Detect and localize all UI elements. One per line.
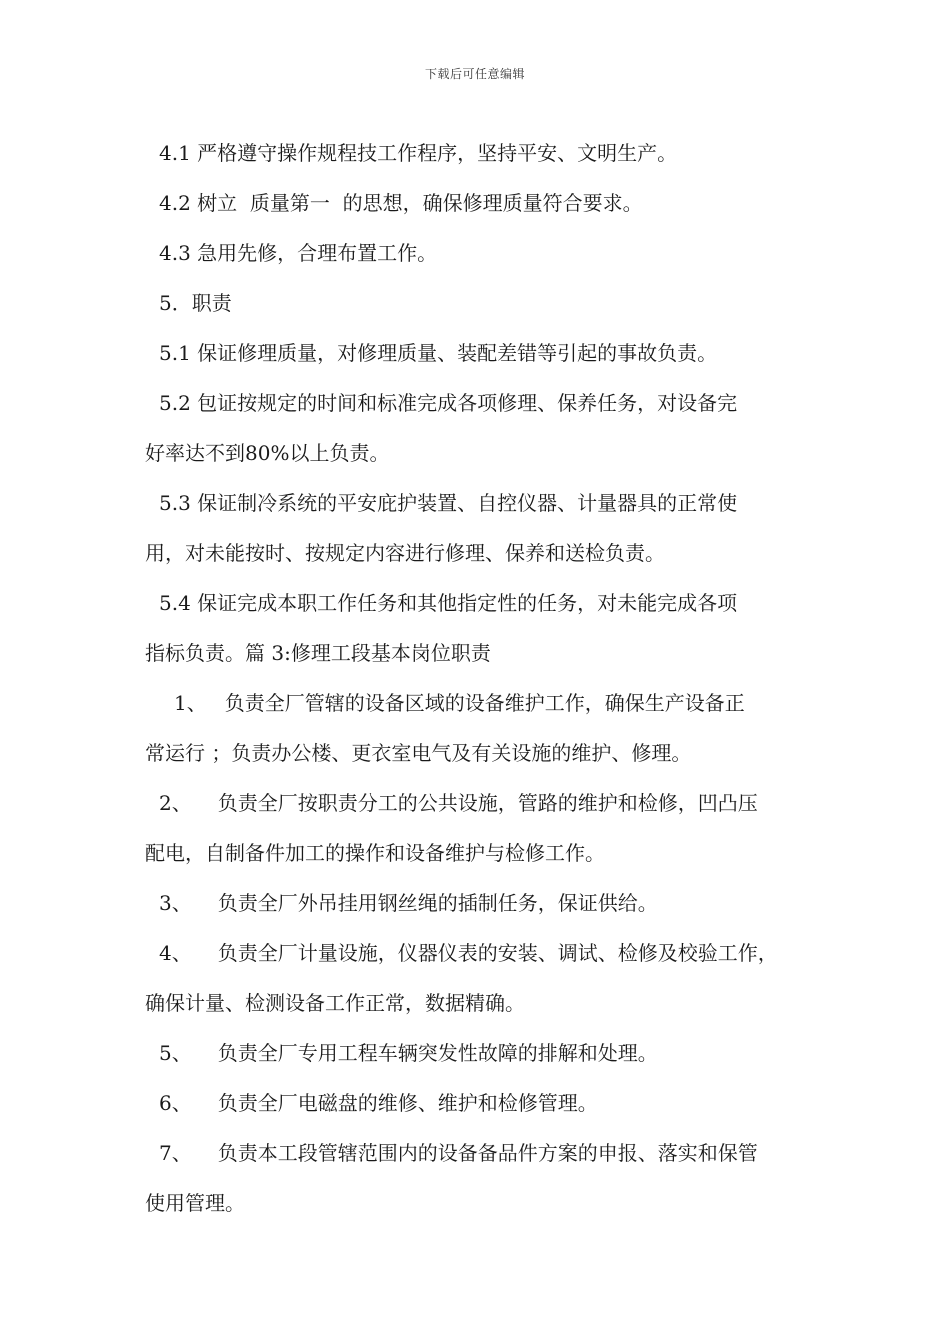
paragraph-continuation bbox=[145, 1178, 825, 1228]
list-item bbox=[145, 778, 825, 828]
section-heading bbox=[145, 278, 825, 328]
list-number: 3、 bbox=[159, 891, 192, 915]
line-text: 急用先修，合理布置工作。 bbox=[197, 241, 438, 265]
list-item bbox=[145, 1078, 825, 1128]
section-number: 5.2 bbox=[159, 391, 198, 415]
list-number: 4、 bbox=[159, 941, 192, 965]
list-item bbox=[145, 1028, 825, 1078]
list-number: 2、 bbox=[159, 791, 192, 815]
line-text: 严格遵守操作规程技工作程序，坚持平安、文明生产。 bbox=[197, 141, 678, 165]
paragraph-continuation bbox=[145, 828, 825, 878]
line-text: 保证修理质量，对修理质量、装配差错等引起的事故负责。 bbox=[197, 341, 718, 365]
page-header: 下载后可任意编辑 bbox=[424, 67, 525, 81]
paragraph-line bbox=[145, 178, 825, 228]
paragraph-continuation bbox=[145, 428, 825, 478]
paragraph-line bbox=[145, 378, 825, 428]
line-text: 配电，自制备件加工的操作和设备维护与检修工作。 bbox=[145, 841, 605, 865]
section-number: 4.1 bbox=[159, 141, 198, 165]
line-text: 负责全厂电磁盘的维修、维护和检修管理。 bbox=[217, 1091, 598, 1115]
section-number: 5.1 bbox=[159, 341, 198, 365]
paragraph-line bbox=[145, 578, 825, 628]
list-number: 7、 bbox=[159, 1141, 192, 1165]
line-text: 常运行 ；负责办公楼、更衣室电气及有关设施的维护、修理。 bbox=[145, 741, 692, 765]
line-text: 确保计量、检测设备工作正常，数据精确。 bbox=[145, 991, 525, 1015]
line-text: 好率达不到80%以上负责。 bbox=[145, 441, 390, 465]
document-body bbox=[145, 128, 825, 1228]
line-text: 负责全厂计量设施，仪器仪表的安装、调试、检修及校验工作， bbox=[217, 941, 778, 965]
line-text: 负责全厂管辖的设备区域的设备维护工作，确保生产设备正 bbox=[224, 691, 745, 715]
line-text: 负责全厂按职责分工的公共设施，管路的维护和检修，凹凸压 bbox=[217, 791, 758, 815]
list-number: 5、 bbox=[159, 1041, 192, 1065]
line-text: 保证完成本职工作任务和其他指定性的任务，对未能完成各项 bbox=[197, 591, 738, 615]
paragraph-line bbox=[145, 128, 825, 178]
list-number: 6、 bbox=[159, 1091, 192, 1115]
paragraph-continuation bbox=[145, 628, 825, 678]
section-number: 5.4 bbox=[159, 591, 198, 615]
section-number: 5． bbox=[159, 291, 192, 315]
paragraph-continuation bbox=[145, 978, 825, 1028]
paragraph-line bbox=[145, 478, 825, 528]
line-text: 使用管理。 bbox=[145, 1191, 245, 1215]
paragraph-continuation bbox=[145, 728, 825, 778]
list-item bbox=[145, 878, 825, 928]
line-text: 负责全厂专用工程车辆突发性故障的排解和处理。 bbox=[217, 1041, 658, 1065]
line-text: 职责 bbox=[191, 291, 232, 315]
paragraph-line bbox=[145, 328, 825, 378]
line-text: 负责本工段管辖范围内的设备备品件方案的申报、落实和保管 bbox=[217, 1141, 758, 1165]
list-number: 1、 bbox=[174, 691, 207, 715]
list-item bbox=[145, 678, 825, 728]
list-item bbox=[145, 1128, 825, 1178]
line-text: 保证制冷系统的平安庇护装置、自控仪器、计量器具的正常使 bbox=[197, 491, 738, 515]
line-text: 用，对未能按时、按规定内容进行修理、保养和送检负责。 bbox=[145, 541, 665, 565]
section-number: 5.3 bbox=[159, 491, 198, 515]
line-text: 包证按规定的时间和标准完成各项修理、保养任务，对设备完 bbox=[197, 391, 738, 415]
line-text: 指标负责。篇 3:修理工段基本岗位职责 bbox=[145, 641, 491, 665]
list-item bbox=[145, 928, 825, 978]
line-text: 负责全厂外吊挂用钢丝绳的插制任务，保证供给。 bbox=[217, 891, 658, 915]
line-text: 树立 质量第一 的思想，确保修理质量符合要求。 bbox=[197, 191, 643, 215]
section-number: 4.3 bbox=[159, 241, 198, 265]
section-number: 4.2 bbox=[159, 191, 198, 215]
paragraph-line bbox=[145, 228, 825, 278]
paragraph-continuation bbox=[145, 528, 825, 578]
